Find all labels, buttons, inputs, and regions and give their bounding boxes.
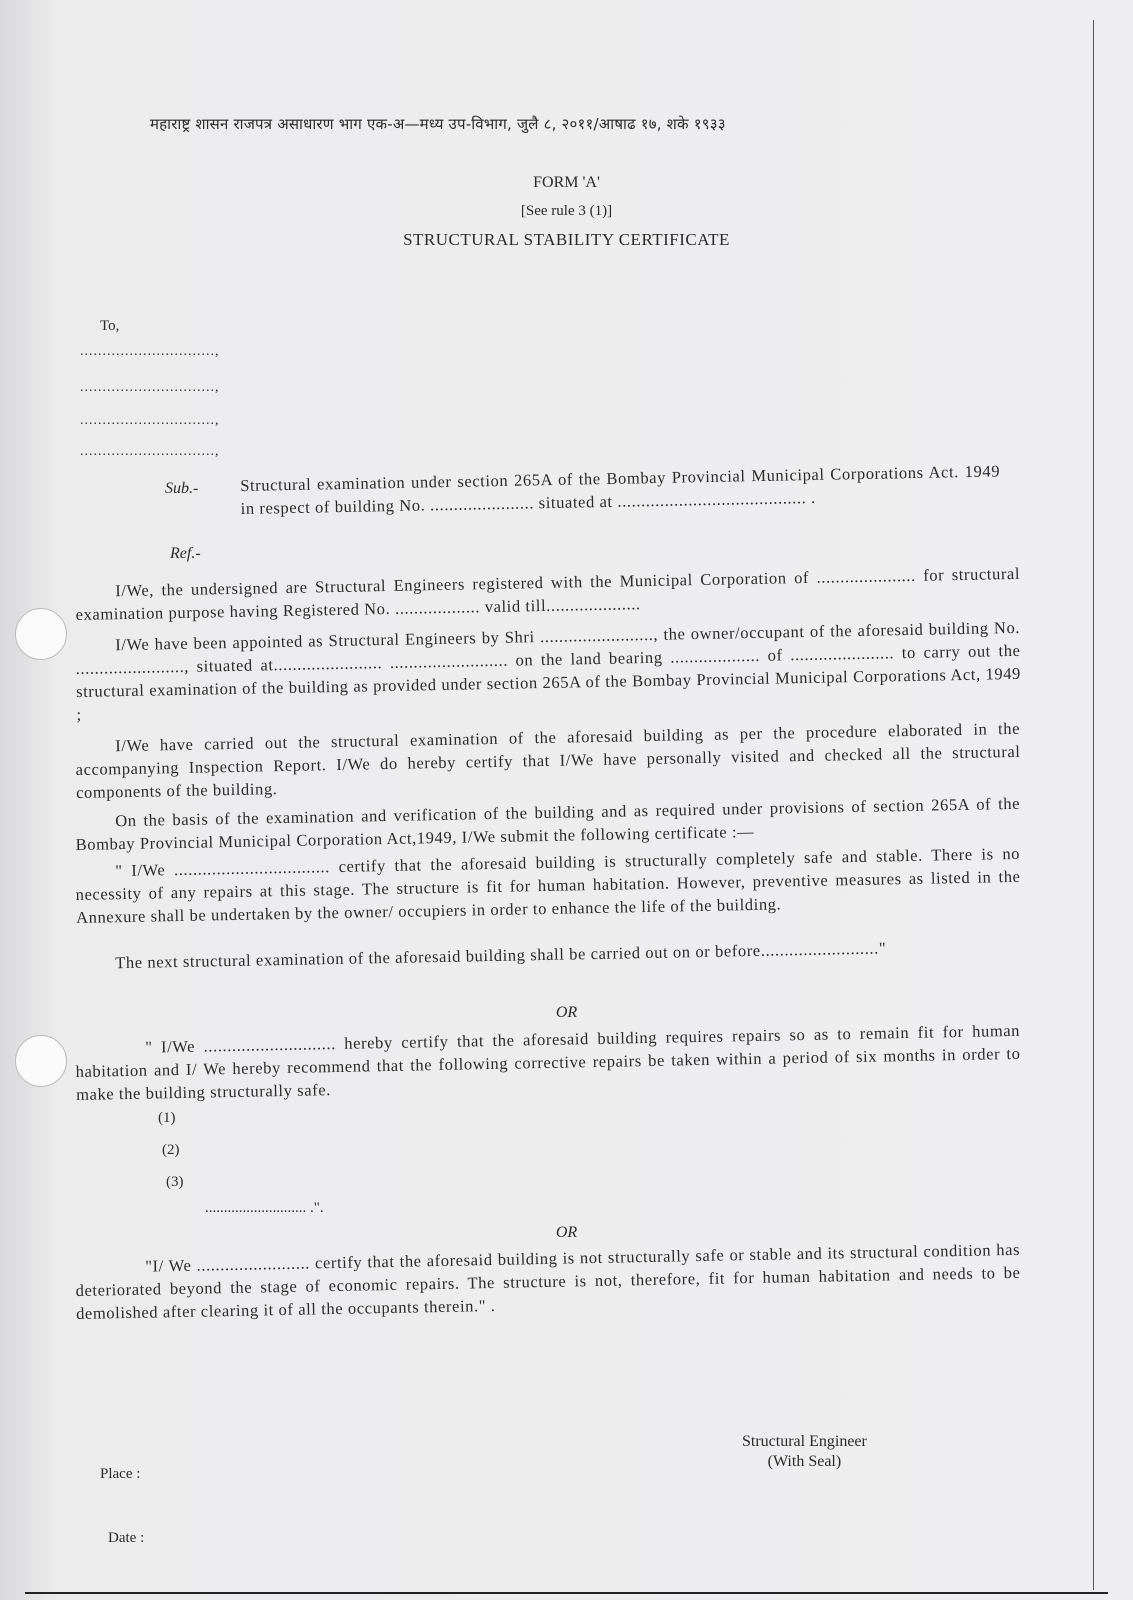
or-separator: OR: [555, 1004, 578, 1021]
margin-line: [1093, 20, 1094, 1590]
address-line: ..............................,: [80, 380, 220, 395]
subject-text: Structural examination under section 265A of the Bombay Provincial Municipal Corporations Act. 1949 in respect of building No. ...................... situated at ........................................ .: [240, 461, 1001, 518]
punch-hole: [15, 1035, 67, 1087]
date-label: Date :: [108, 1530, 145, 1546]
gazette-header: महाराष्ट्र शासन राजपत्र असाधारण भाग एक-अ—मध्य उप-विभाग, जुलै ८, २०११/आषाढ १७, शके १९३३: [150, 115, 726, 133]
address-line: ..............................,: [80, 344, 220, 359]
rule-reference: [See rule 3 (1)]: [520, 203, 613, 219]
signature-title: Structural Engineer: [742, 1433, 867, 1450]
ref-label: Ref.-: [170, 545, 201, 562]
paragraph-examination: I/We have carried out the structural examination of the aforesaid building as per the procedure elaborated in the accompanying Inspection Report. I/We do hereby certify that I/We have personally visited and checked all the structural components of the building.: [75, 718, 1021, 802]
option-safe: " I/We ................................. certify that the aforesaid building is structurally completely safe and stable. There is no necessity of any repairs at this stage. The structure is fit for human habitation. However, preventive measures as listed in the Annexure shall be undertaken by the owner/ occupiers in order to enhance the life of the building.: [75, 843, 1021, 927]
signature-block: [742, 1432, 867, 1472]
repair-item: (3): [166, 1174, 184, 1190]
option-demolish: "I/ We ........................ certify that the aforesaid building is not structurally safe or stable and its structural condition has deteriorated beyond the stage of economic repairs. The structure is not, therefore, fit for human habitation and needs to be demolished after clearing it of all the occupants therein." .: [75, 1239, 1021, 1323]
repair-item: (1): [158, 1110, 176, 1126]
or-separator: OR: [555, 1224, 578, 1241]
signature-note: (With Seal): [767, 1453, 842, 1470]
to-label: To,: [100, 318, 120, 334]
option-repairs: " I/We ............................ hereby certify that the aforesaid building requires repairs so as to remain fit for human habitation and I/ We hereby recommend that the following corrective repairs be taken within a period of six months in order to make the building structurally safe.: [75, 1020, 1021, 1104]
next-examination: The next structural examination of the aforesaid building shall be carried out on or before.........................": [115, 938, 887, 973]
repair-item: (2): [162, 1142, 180, 1158]
bottom-rule: [25, 1592, 1108, 1594]
repair-end: ........................... .".: [205, 1200, 324, 1216]
address-line: ..............................,: [80, 413, 220, 428]
sub-label: Sub.-: [165, 480, 199, 497]
punch-hole: [15, 608, 67, 660]
certificate-title: STRUCTURAL STABILITY CERTIFICATE: [403, 230, 730, 249]
paragraph-appointment: I/We have been appointed as Structural Engineers by Shri ........................, the owner/occupant of the aforesaid building No. ......................., situated at....................... ......................... on the land bearing ................... of ...................... to carry out the structural examination of the building as provided under section 265A of the Bombay Provincial Municipal Corporations Act, 1949 ;: [75, 617, 1022, 724]
paragraph-basis: On the basis of the examination and verification of the building and as required under provisions of section 265A of the Bombay Provincial Municipal Corporation Act,1949, I/We submit the following certificate :—: [75, 793, 1021, 854]
form-title: FORM 'A': [533, 174, 600, 191]
paragraph-registration: I/We, the undersigned are Structural Engineers registered with the Municipal Corporation of ..................... for structural examination purpose having Registered No. .................. valid till....................: [75, 563, 1021, 624]
place-label: Place :: [100, 1466, 141, 1482]
address-line: ..............................,: [80, 444, 220, 459]
